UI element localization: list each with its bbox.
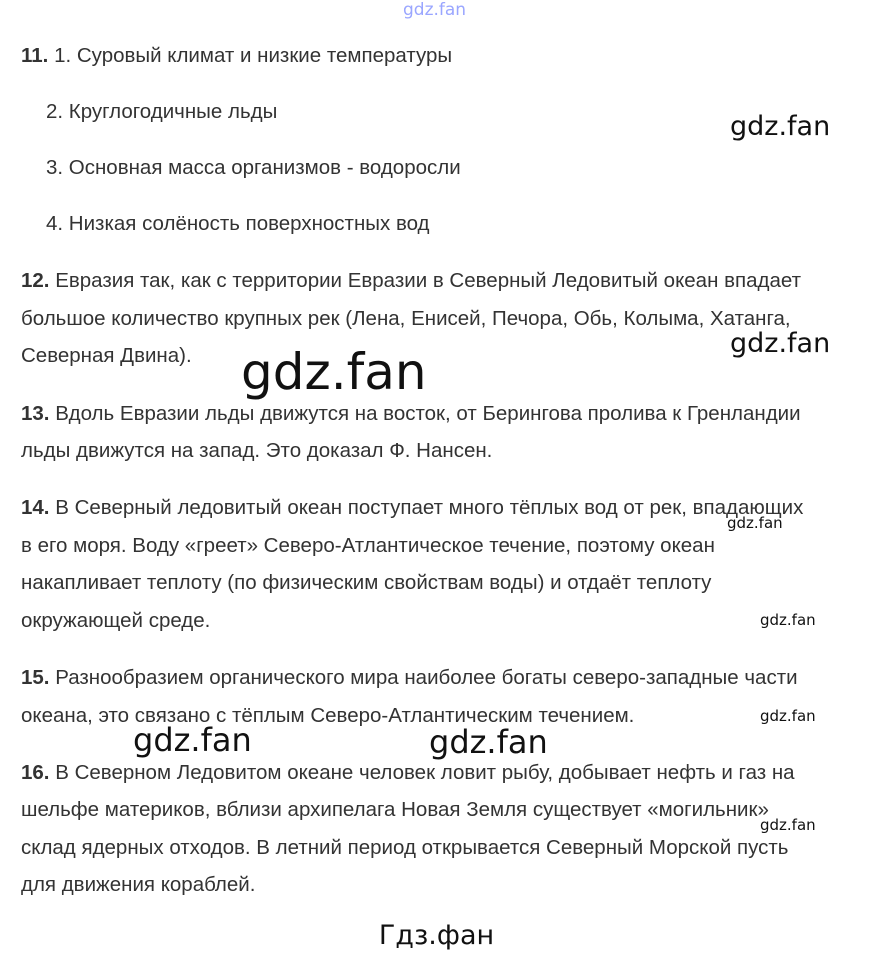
watermark-4: gdz.fan (727, 514, 783, 532)
answer-13-line-2: льды движутся на запад. Это доказал Ф. Нансен. (21, 439, 493, 462)
answer-11-item-1: 1. Суровый климат и низкие температуры (54, 44, 453, 67)
answer-16-line-1 (21, 763, 795, 784)
watermark-1: gdz.fan (730, 111, 831, 142)
answer-12-line-1 (21, 271, 801, 292)
answer-14-line-3: накапливает теплоту (по физическим свойствам воды) и отдаёт теплоту (21, 571, 712, 594)
answer-15-line-1 (21, 668, 798, 689)
answer-16-line-4: для движения кораблей. (21, 873, 256, 896)
answer-14-text-1: В Северный ледовитый океан поступает много тёплых вод от рек, впадающих (55, 496, 804, 519)
answer-16-line-2: шельфе материков, вблизи архипелага Новая Земля существует «могильник» (21, 798, 769, 821)
watermark-3: gdz.fan (241, 343, 427, 401)
answer-15-text-1: Разнообразием органического мира наиболее богаты северо-западные части (55, 666, 798, 689)
watermark-8: gdz.fan (429, 723, 548, 761)
watermark-7: gdz.fan (133, 721, 252, 759)
answer-13-line-1 (21, 404, 801, 425)
answer-12-number: 12. (21, 269, 50, 292)
answer-16-text-1: В Северном Ледовитом океане человек ловит рыбу, добывает нефть и газ на (55, 761, 795, 784)
watermark-9: gdz.fan (760, 816, 816, 834)
footer-title: Гдз.фан (378, 920, 495, 951)
watermark-2: gdz.fan (730, 328, 831, 359)
answer-15-line-2: океана, это связано с тёплым Северо-Атлантическим течением. (21, 704, 635, 727)
answer-13-number: 13. (21, 402, 50, 425)
answer-11-number: 11. (21, 44, 49, 67)
answer-16-line-3: склад ядерных отходов. В летний период открывается Северный Морской пусть (21, 836, 789, 859)
answer-12-line-2: большое количество крупных рек (Лена, Енисей, Печора, Обь, Колыма, Хатанга, (21, 307, 791, 330)
answer-12-text-1: Евразия так, как с территории Евразии в Северный Ледовитый океан впадает (55, 269, 801, 292)
answer-16-number: 16. (21, 761, 50, 784)
watermark-top: gdz.fan (403, 0, 467, 20)
answer-14-line-1 (21, 498, 803, 519)
answer-14-number: 14. (21, 496, 50, 519)
answer-15-number: 15. (21, 666, 50, 689)
answer-11-item-4: 4. Низкая солёность поверхностных вод (46, 212, 430, 235)
answer-13-text-1: Вдоль Евразии льды движутся на восток, от Берингова пролива к Гренландии (55, 402, 801, 425)
answer-11-item-3: 3. Основная масса организмов - водоросли (46, 156, 461, 179)
answer-12-line-3: Северная Двина). (21, 344, 192, 367)
watermark-6: gdz.fan (760, 707, 816, 725)
answer-14-line-2: в его моря. Воду «греет» Северо-Атлантическое течение, поэтому океан (21, 534, 715, 557)
answer-14-line-4: окружающей среде. (21, 609, 211, 632)
answer-11-item-2: 2. Круглогодичные льды (46, 100, 278, 123)
watermark-5: gdz.fan (760, 611, 816, 629)
answer-11-line-1 (21, 46, 452, 67)
